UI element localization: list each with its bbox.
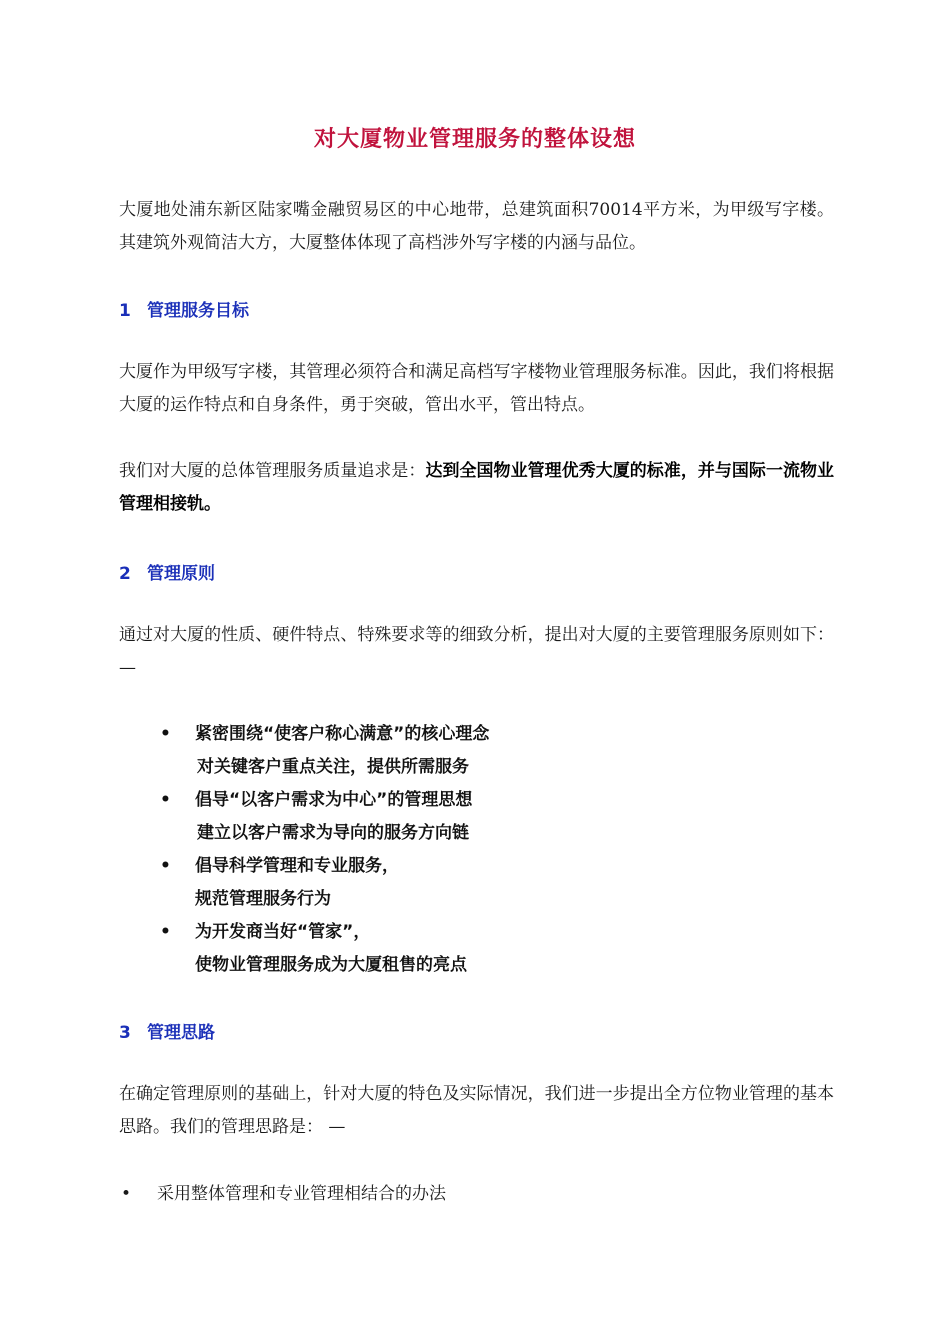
- bullet-dot: •: [160, 922, 171, 942]
- section-2-heading: [119, 559, 215, 584]
- quality-goal-lead: 我们对大厦的总体管理服务质量追求是：: [119, 461, 426, 481]
- bullet-dot: •: [160, 856, 171, 876]
- section-3-title: 管理思路: [147, 1023, 215, 1043]
- section-1-title: 管理服务目标: [147, 301, 249, 321]
- principle-main: 倡导科学管理和专业服务，: [195, 856, 399, 876]
- principle-sub: 对关键客户重点关注，提供所需服务: [197, 757, 469, 777]
- section-3-paragraph: 在确定管理原则的基础上，针对大厦的特色及实际情况，我们进一步提出全方位物业管理的基本思路。我们的管理思路是： —: [119, 1084, 834, 1137]
- section-1-number: 1: [119, 301, 131, 321]
- intro-paragraph: 大厦地处浦东新区陆家嘴金融贸易区的中心地带，总建筑面积70014平方米，为甲级写字楼。其建筑外观简洁大方，大厦整体体现了高档涉外写字楼的内涵与品位。: [119, 200, 834, 253]
- section-2-paragraph: 通过对大厦的性质、硬件特点、特殊要求等的细致分析，提出对大厦的主要管理服务原则如下：—: [119, 625, 834, 678]
- section-1-paragraph-1: 大厦作为甲级写字楼，其管理必须符合和满足高档写字楼物业管理服务标准。因此，我们将根据大厦的运作特点和自身条件，勇于突破，管出水平，管出特点。: [119, 362, 834, 415]
- quality-goal-statement: 达到全国物业管理优秀大厦的标准，并与国际一流物业管理相接轨。: [119, 461, 835, 514]
- principle-sub: 规范管理服务行为: [195, 889, 331, 909]
- section-1-heading: [119, 296, 249, 321]
- section-2-title: 管理原则: [147, 564, 215, 584]
- bullet-dot: •: [160, 790, 171, 810]
- principle-main: 倡导“以客户需求为中心”的管理思想: [195, 790, 473, 810]
- principle-item: [160, 916, 760, 982]
- section-3-heading: [119, 1018, 215, 1043]
- bullet-dot: •: [121, 1184, 132, 1204]
- bullet-dot: •: [160, 724, 171, 744]
- page-title: 对大厦物业管理服务的整体设想: [313, 127, 636, 152]
- section-1-paragraph-2: [119, 455, 834, 521]
- principle-item: [160, 718, 760, 784]
- principle-main: 紧密围绕“使客户称心满意”的核心理念: [195, 724, 490, 744]
- approach-list-item: [121, 1178, 446, 1211]
- principle-sub: 建立以客户需求为导向的服务方向链: [197, 823, 469, 843]
- principle-item: [160, 784, 760, 850]
- section-3-number: 3: [119, 1023, 131, 1043]
- principle-item: [160, 850, 760, 916]
- section-2-number: 2: [119, 564, 131, 584]
- principle-main: 为开发商当好“管家”，: [195, 922, 371, 942]
- principle-sub: 使物业管理服务成为大厦租售的亮点: [195, 955, 467, 975]
- approach-item-text: 采用整体管理和专业管理相结合的办法: [157, 1184, 446, 1204]
- principles-list: [160, 718, 760, 982]
